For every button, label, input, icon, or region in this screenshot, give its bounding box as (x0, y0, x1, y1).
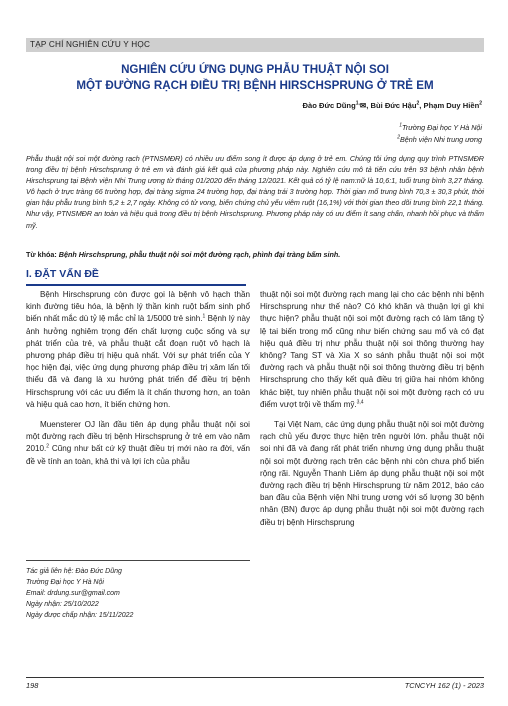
section-heading: I. ĐẶT VẤN ĐỀ (26, 268, 246, 286)
author-list: Đào Đức Dũng$^{1,}$✉, Bùi Đức Hậu$^2$, Phạm Duy Hiền$^2$ (302, 100, 482, 110)
keywords-text: Bệnh Hirschsprung, phẫu thuật nội soi một đường rạch, phình đại tràng bẩm sinh. (58, 250, 341, 259)
author-2-sup: 2 (416, 100, 420, 107)
left-column (26, 289, 250, 476)
contact-info (26, 560, 250, 621)
author-2: Bùi Đức Hậu (370, 101, 417, 110)
page-footer (26, 677, 484, 690)
title-line-2: MỘT ĐƯỜNG RẠCH ĐIỀU TRỊ BỆNH HIRSCHSPRUNG Ở TRẺ EM (76, 79, 434, 92)
journal-tag: TẠP CHÍ NGHIÊN CỨU Y HỌC (26, 38, 484, 52)
author-1: Đào Đức Dũng (302, 101, 356, 110)
affiliation-1 (399, 123, 482, 132)
paragraph (26, 419, 250, 468)
paragraph-text: Cũng như bất cứ kỹ thuật điều trị mới nào ra đời, vấn đề về tính an toàn, khả thi và lợi ích của phẫu (26, 444, 250, 466)
journal-issue: TCNCYH 162 (1) - 2023 (404, 681, 484, 690)
keywords-label: Từ khóa: (26, 250, 57, 259)
citation: 1 (202, 313, 206, 320)
received-date: Ngày nhận: 25/10/2022 (26, 601, 99, 608)
paragraph (260, 289, 484, 411)
author-3-sup: 2 (479, 100, 482, 107)
affiliation-2 (397, 135, 482, 144)
title-line-1: NGHIÊN CỨU ỨNG DỤNG PHẪU THUẬT NỘI SOI (121, 63, 389, 76)
contact-affiliation: Trường Đại học Y Hà Nội (26, 579, 104, 586)
author-1-sup: 1, (355, 100, 360, 107)
contact-email: Email: drdung.sur@gmail.com (26, 590, 120, 597)
affiliation-2-text: Bệnh viện Nhi trung ương (399, 135, 482, 144)
paragraph-text: Bệnh lý này ảnh hưởng nghiêm trọng đến chất lượng cuộc sống và sự phát triển của trẻ, và phẫu thuật cắt đoạn ruột vô hạch là phương pháp điều trị hiệu quả nhất. Với sự phát triển của Y học hiện đại, việc ứng dụng phương pháp điều trị xâm lấn tối thiểu đã và đang là xu hướng phát triển để điều trị bệnh Hirschsprung với các ưu điểm là ít chấn thương hơn, an toàn và hiệu quả cao hơn, ít biến chứng hơn. (26, 314, 251, 409)
envelope-icon: ✉ (359, 101, 367, 110)
right-column (260, 289, 484, 537)
citation: 2 (46, 443, 50, 450)
affiliation-1-text: Trường Đại học Y Hà Nội (401, 123, 482, 132)
paragraph-text: Bệnh Hirschsprung còn được gọi là bệnh vô hạch thần kinh đường tiêu hóa, là bệnh lý thần kinh ruột bẩm sinh phổ biến nhất mắc dù tỷ lệ mắc chỉ là 1/5000 trẻ sinh. (26, 290, 250, 324)
paragraph-text: thuật nội soi một đường rạch mang lại cho các bệnh nhi bệnh Hirschsprung như thế nào? Có khó khăn và thuận lợi gì khi thực hiện? phẫu thuật nội soi một đường rạch có làm tăng tỷ lệ tai biến trong mổ cũng như biến chứng sau mổ và có đạt hiệu quả điều trị như phẫu thuật nội soi thông thường hay không? Tang ST và Xia X so sánh phẫu thuật nội soi một đường rạch và phẫu thuật nội soi thông thường điều trị bệnh Hirschsprung cho thấy kết quả điều trị giữa hai nhóm không khác biệt, tuy nhiên phẫu thuật nội soi một đường rạch có ưu điểm vượt trội về thẩm mỹ. (260, 290, 484, 409)
affiliation-2-sup: 2 (397, 134, 400, 141)
accepted-date: Ngày được chấp nhận: 15/11/2022 (26, 612, 134, 619)
contact-author: Tác giả liên hệ: Đào Đức Dũng (26, 568, 122, 575)
keywords (26, 249, 484, 260)
article-title (26, 62, 484, 94)
paragraph (26, 289, 250, 411)
paragraph-text: Muensterer OJ lần đầu tiên áp dụng phẫu thuật nội soi một đường rạch điều trị bệnh Hirschsprung ở trẻ em vào năm 2010. (26, 420, 250, 454)
citation: 3,4 (356, 399, 364, 406)
paragraph (260, 419, 484, 529)
paragraph-text: Tại Việt Nam, các ứng dụng phẫu thuật nội soi một đường rạch chủ yếu được thực hiện trên người lớn. phẫu thuật nội soi nhi đã và đang rất phát triển nhưng ứng dụng phẫu thuật nội soi một đường rạch trên các bệnh nhi còn chưa phổ biến rộng rãi. Nguyễn Thanh Liêm áp dụng phẫu thuật nội soi một đường rạch điều trị bệnh Hirschsprung từ năm 2012, báo cáo ban đầu của Bệnh viện Nhi trung ương với số lượng 30 bệnh nhân (BN) được áp dụng phẫu thuật nội soi một đường rạch điều trị bệnh Hirschsprung (260, 420, 484, 527)
page-number: 198 (26, 681, 39, 690)
affiliation-1-sup: 1 (399, 122, 402, 129)
abstract: Phẫu thuật nội soi một đường rạch (PTNSMĐR) có nhiều ưu điểm song ít được áp dụng ở trẻ em. Chúng tôi ứng dụng quy trình PTNSMĐR trong điều trị bệnh Hirschsprung ở trẻ em và đánh giá kết quả của phương pháp này. Nghiên cứu mô tả tiến cứu trên 93 bệnh nhân bệnh Hirschsprung tại Bệnh viện Nhi Trung ương từ tháng 01/2020 đến tháng 12/2021. Kết quả có tỷ lệ nam:nữ là 10,6:1, tuổi trung bình 3,27 tháng. Vô hạch ở trực tràng 66 trường hợp, đại tràng sigma 24 trường hợp, đại tràng trái 3 trường hợp. Thời gian mổ trung bình 70,3 ± 30,3 phút, thời gian hậu phẫu trung bình 5,2 ± 2,7 ngày. Không có tử vong, biến chứng chủ yếu viêm ruột (16,1%) với thời gian theo dõi trung bình 22,1 tháng. Như vậy, PTNSMĐR an toàn và hiệu quả trong điều trị bệnh Hirschsprung. Phương pháp này có ưu điểm ít sang chấn, nhanh hồi phục và thẩm mỹ. (26, 154, 484, 230)
author-3: Phạm Duy Hiền (423, 101, 480, 110)
